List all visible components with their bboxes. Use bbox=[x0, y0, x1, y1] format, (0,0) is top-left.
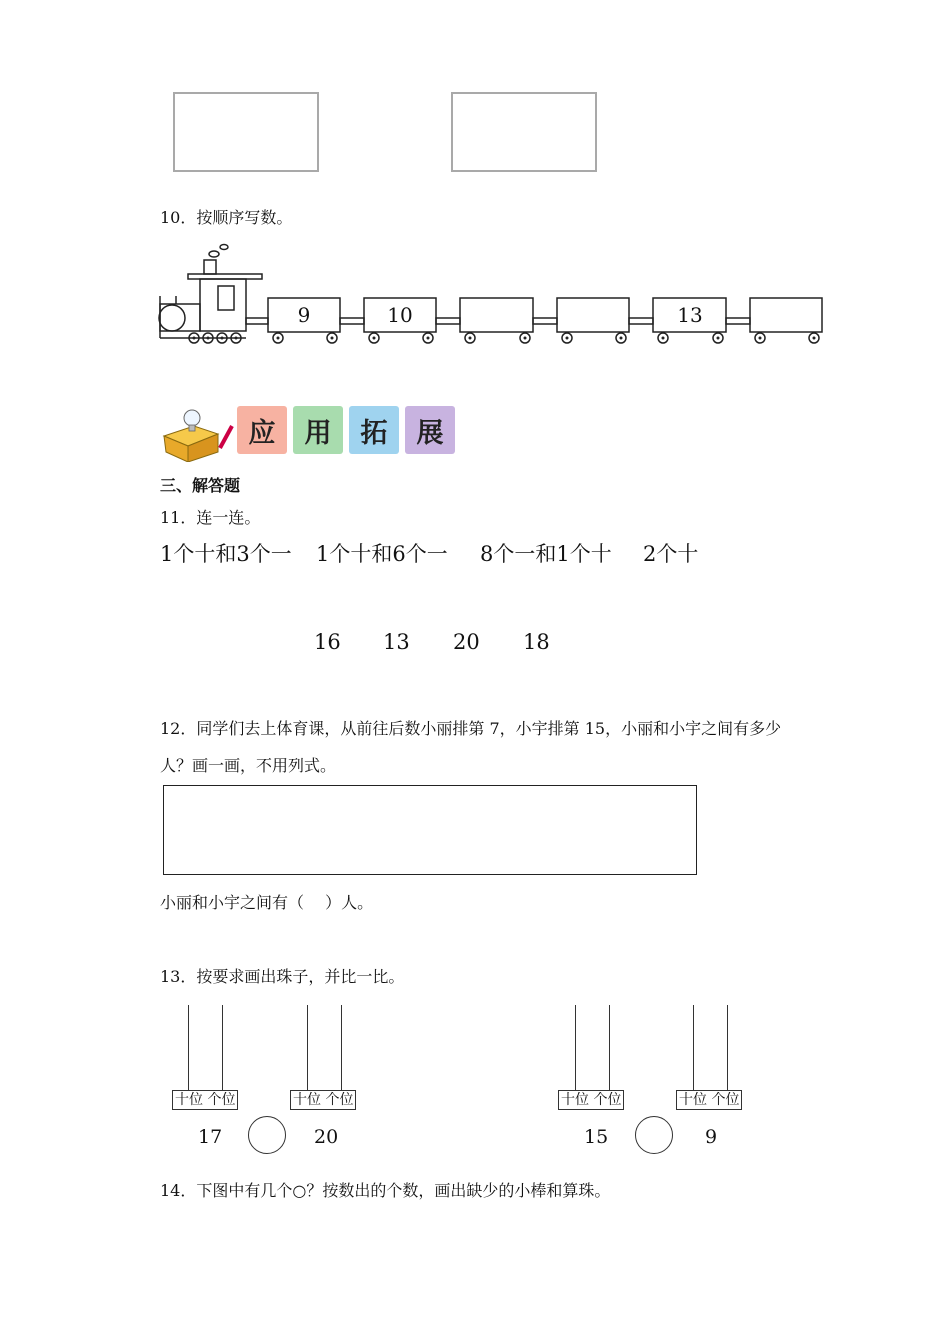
question-14-text: 14．下图中有几个○？按数出的个数，画出缺少的小棒和算珠。 bbox=[160, 1181, 611, 1200]
drawing-answer-box[interactable] bbox=[163, 785, 697, 875]
match-item-3[interactable]: 8个一和1个十 bbox=[480, 542, 612, 566]
abacus-1-ones-rod bbox=[222, 1005, 223, 1091]
match-number-3[interactable]: 20 bbox=[453, 630, 480, 654]
match-item-2[interactable]: 1个十和6个一 bbox=[316, 542, 448, 566]
abacus-3-label: 十位 个位 bbox=[558, 1090, 624, 1110]
abacus-1-tens-rod bbox=[188, 1005, 189, 1091]
question-10-text: 10．按顺序写数。 bbox=[160, 208, 293, 227]
abacus-3-value: 15 bbox=[584, 1126, 609, 1148]
match-number-1[interactable]: 16 bbox=[314, 630, 341, 654]
abacus-4-tens-rod bbox=[693, 1005, 694, 1091]
question-12-line-2: 人？画一画，不用列式。 bbox=[160, 756, 337, 775]
abacus-4-value: 9 bbox=[705, 1126, 718, 1148]
abacus-2-label: 十位 个位 bbox=[290, 1090, 356, 1110]
match-number-2[interactable]: 13 bbox=[383, 630, 410, 654]
banner-tile-2: 用 bbox=[293, 406, 343, 454]
abacus-1-label: 十位 个位 bbox=[172, 1090, 238, 1110]
train-car-2-number: 10 bbox=[387, 303, 413, 327]
answer-box-right[interactable] bbox=[451, 92, 597, 172]
question-13-text: 13．按要求画出珠子，并比一比。 bbox=[160, 967, 405, 986]
abacus-1-value: 17 bbox=[198, 1126, 223, 1148]
abacus-3-tens-rod bbox=[575, 1005, 576, 1091]
train-car-5-number: 13 bbox=[677, 303, 703, 327]
abacus-3-ones-rod bbox=[609, 1005, 610, 1091]
train-illustration bbox=[150, 238, 840, 350]
match-item-1[interactable]: 1个十和3个一 bbox=[160, 542, 292, 566]
answer-box-left[interactable] bbox=[173, 92, 319, 172]
question-12-answer: 小丽和小宇之间有（ ）人。 bbox=[160, 893, 374, 912]
match-item-4[interactable]: 2个十 bbox=[643, 542, 699, 566]
match-number-4[interactable]: 18 bbox=[523, 630, 550, 654]
section-3-title: 三、解答题 bbox=[160, 476, 241, 495]
banner-tile-4: 展 bbox=[405, 406, 455, 454]
abacus-2-ones-rod bbox=[341, 1005, 342, 1091]
abacus-4-label: 十位 个位 bbox=[676, 1090, 742, 1110]
lightbulb-box-icon bbox=[158, 406, 236, 462]
compare-circle-1[interactable] bbox=[248, 1116, 286, 1154]
abacus-2-value: 20 bbox=[314, 1126, 339, 1148]
question-11-text: 11．连一连。 bbox=[160, 508, 261, 527]
compare-circle-2[interactable] bbox=[635, 1116, 673, 1154]
train-car-1-number: 9 bbox=[297, 303, 311, 327]
abacus-4-ones-rod bbox=[727, 1005, 728, 1091]
question-12-line-1: 12．同学们去上体育课，从前往后数小丽排第 7，小宇排第 15，小丽和小宇之间有多少 bbox=[160, 719, 782, 738]
section-banner bbox=[158, 406, 458, 462]
banner-tile-1: 应 bbox=[237, 406, 287, 454]
banner-tile-3: 拓 bbox=[349, 406, 399, 454]
abacus-2-tens-rod bbox=[307, 1005, 308, 1091]
